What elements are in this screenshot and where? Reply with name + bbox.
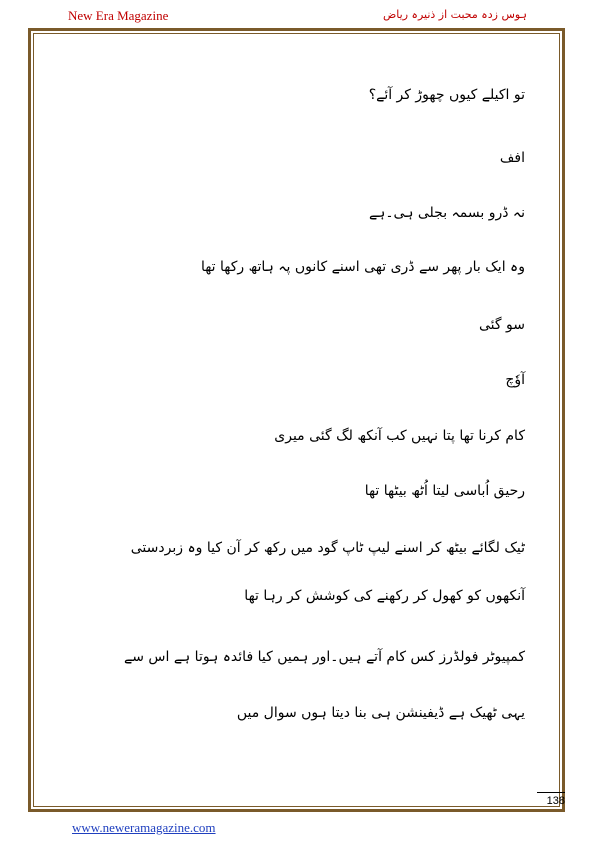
paragraph-6: آوٗچ <box>505 372 525 388</box>
paragraph-2: افف <box>499 150 525 166</box>
paragraph-12: یہی ٹھیک ہے ڈیفینشن ہی بنا دیتا ہوں سوال میں <box>236 705 525 721</box>
novel-title: ہوس زدہ محبت از ذنیرہ ریاض <box>383 8 527 21</box>
paragraph-7: کام کرنا تھا پتا نہیں کب آنکھ لگ گئی میری <box>274 428 525 444</box>
paragraph-10: آنکھوں کو کھول کر رکھنے کی کوشش کر رہا تھا <box>244 588 525 604</box>
page-border <box>28 28 565 812</box>
website-link[interactable]: www.neweramagazine.com <box>72 820 216 835</box>
paragraph-9: ٹیک لگائے بیٹھ کر اسنے لیپ ٹاپ گود میں رکھ کر آن کیا وہ زبردستی <box>130 540 525 556</box>
paragraph-11: کمپیوٹر فولڈرز کس کام آتے ہیں۔اور ہمیں کیا فائدہ ہوتا ہے اس سے <box>124 649 525 665</box>
paragraph-8: رحیق اُباسی لیتا اُٹھ بیٹھا تھا <box>364 483 525 499</box>
page-number: 138 <box>537 792 565 807</box>
paragraph-5: سو گئی <box>479 317 525 333</box>
paragraph-4: وہ ایک بار پھر سے ڈری تھی اسنے کانوں پہ ہاتھ رکھا تھا <box>200 259 525 275</box>
paragraph-1: تو اکیلے کیوں چھوڑ کر آئے؟ <box>368 87 525 103</box>
magazine-name: New Era Magazine <box>68 8 169 23</box>
paragraph-3: نہ ڈرو بسمہ بجلی ہی۔ہے <box>368 205 525 221</box>
